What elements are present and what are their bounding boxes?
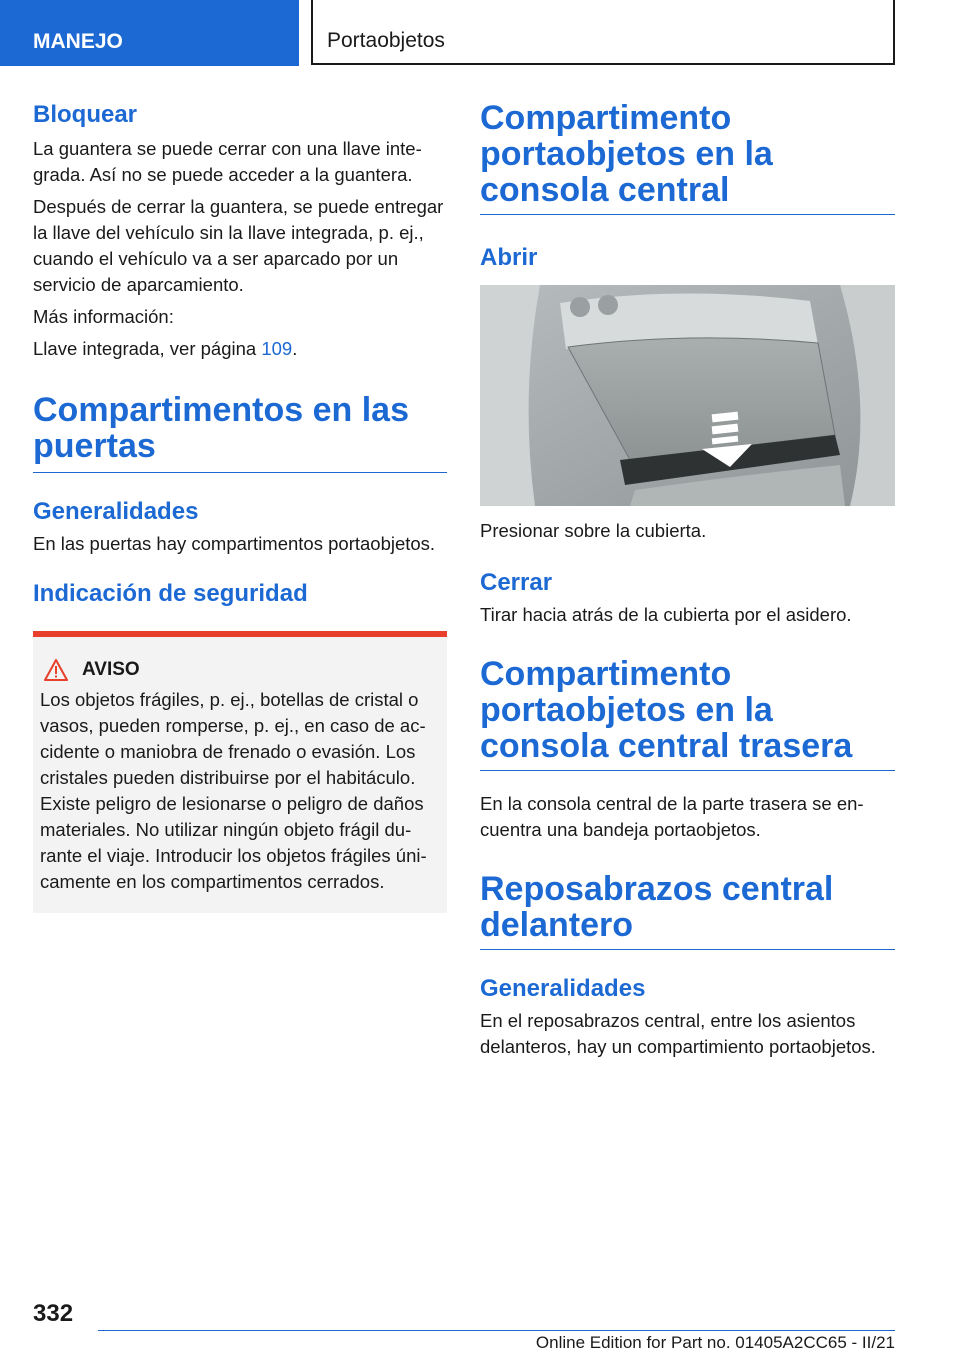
bloquear-paragraph-1: La guantera se puede cerrar con una llave integrada. Así no se puede acceder a la guantera. xyxy=(33,138,422,185)
bloquear-paragraph-2: Después de cerrar la guantera, se puede entregar la llave del vehículo sin la llave integrada, p. ej., cuando el vehículo va a ser aparcado por un servicio de aparcamiento. xyxy=(33,196,444,295)
bloquear-heading: Bloquear xyxy=(33,101,138,128)
generalidades-text: En las puertas hay compartimentos portaobjetos. xyxy=(33,533,436,554)
cerrar-heading: Cerrar xyxy=(480,569,553,596)
right-column xyxy=(480,100,895,1060)
warning-text: Los objetos frágiles, p. ej., botellas de cristal o vasos, pueden romperse, p. ej., en caso de accidente o maniobra de frenado o evasión. Los cristales pueden distribuirse por el habitáculo. Existe peligro de lesionarse o peligro de daños materiales. No utilizar ningún objeto frágil durante el viaje. Introducir los objetos frágiles únicamente en los compartimentos cerrados. xyxy=(40,689,427,892)
warning-title: AVISO xyxy=(82,659,140,680)
left-column xyxy=(33,100,447,913)
cerrar-text: Tirar hacia atrás de la cubierta por el asidero. xyxy=(480,604,852,625)
mas-info-label: Más información: xyxy=(33,306,174,327)
reposabrazos-text: En el reposabrazos central, entre los asientos delanteros, hay un compartimiento portaobjetos. xyxy=(480,1010,876,1057)
puertas-title: Compartimentos en las puertas xyxy=(33,392,447,473)
page-title: Portaobjetos xyxy=(311,0,895,65)
warning-triangle-icon xyxy=(44,659,68,681)
edition-text: Online Edition for Part no. 01405A2CC65 - II/21 xyxy=(535,1333,895,1352)
footer-divider xyxy=(98,1330,895,1331)
seguridad-heading: Indicación de seguridad xyxy=(33,580,308,607)
llave-end: . xyxy=(292,338,298,359)
reposabrazos-title: Reposabrazos central delantero xyxy=(480,871,895,950)
page-number: 332 xyxy=(33,1300,74,1327)
consola-title: Compartimento portaobjetos en la consola central xyxy=(480,100,895,215)
abrir-heading: Abrir xyxy=(480,244,538,271)
warning-box xyxy=(33,631,447,913)
generalidades-heading: Generalidades xyxy=(33,498,199,525)
trasera-text: En la consola central de la parte trasera se encuentra una bandeja portaobjetos. xyxy=(480,793,864,840)
llave-reference xyxy=(33,336,447,362)
console-photo xyxy=(480,285,895,506)
llave-text: Llave integrada, ver página xyxy=(33,338,262,359)
abrir-text: Presionar sobre la cubierta. xyxy=(480,520,707,541)
trasera-title: Compartimento portaobjetos en la consola central trasera xyxy=(480,656,895,771)
page-link[interactable]: 109 xyxy=(261,338,293,359)
generalidades-heading-right: Generalidades xyxy=(480,975,646,1002)
section-tab: MANEJO xyxy=(0,0,299,66)
warning-header xyxy=(40,659,440,681)
